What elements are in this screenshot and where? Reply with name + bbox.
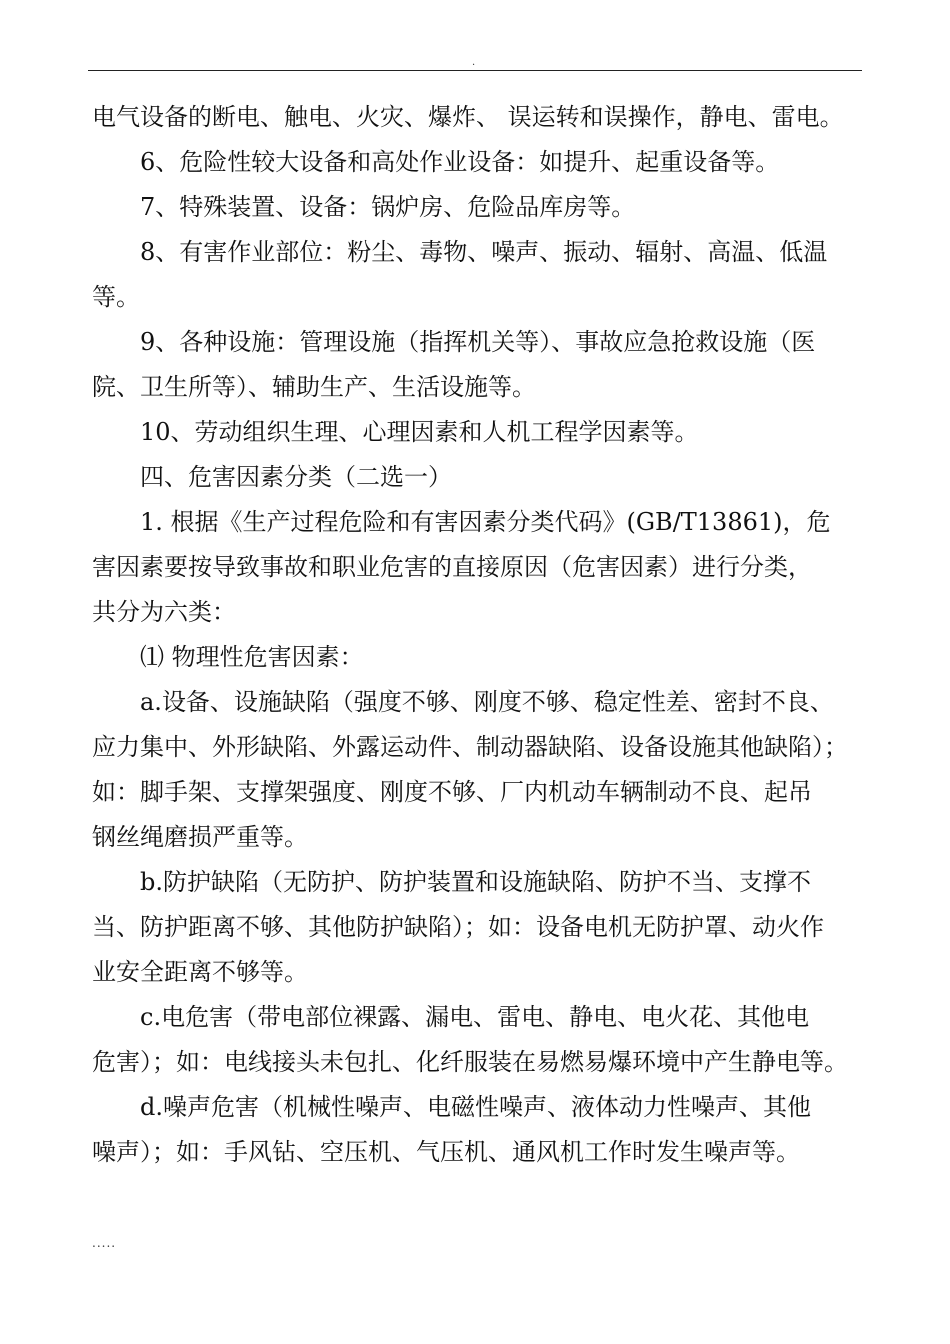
text-line: 9、各种设施：管理设施（指挥机关等）、事故应急抢救设施（医: [140, 328, 816, 356]
header-mark: .: [472, 57, 476, 68]
text-line: 10、劳动组织生理、心理因素和人机工程学因素等。: [140, 418, 699, 446]
text-line: 等。: [92, 283, 140, 311]
footer-mark: .....: [92, 1236, 117, 1250]
text-line: 8、有害作业部位：粉尘、毒物、噪声、振动、辐射、高温、低温: [140, 238, 828, 266]
text-line: 电气设备的断电、触电、火灾、爆炸、 误运转和误操作，静电、雷电。: [92, 103, 844, 131]
text-line: 钢丝绳磨损严重等。: [92, 823, 308, 851]
text-line: 危害）；如：电线接头未包扎、化纤服装在易燃易爆环境中产生静电等。: [92, 1048, 848, 1076]
text-line: 业安全距离不够等。: [92, 958, 308, 986]
text-line: 应力集中、外形缺陷、外露运动件、制动器缺陷、设备设施其他缺陷）；: [92, 733, 848, 761]
text-line: 如：脚手架、支撑架强度、刚度不够、厂内机动车辆制动不良、起吊: [92, 778, 812, 806]
document-body: [92, 95, 862, 1175]
text-line: d.噪声危害（机械性噪声、电磁性噪声、液体动力性噪声、其他: [140, 1093, 811, 1121]
text-line: 噪声）；如：手风钻、空压机、气压机、通风机工作时发生噪声等。: [92, 1138, 800, 1166]
text-line: 6、危险性较大设备和高处作业设备：如提升、起重设备等。: [140, 148, 780, 176]
text-line: b.防护缺陷（无防护、防护装置和设施缺陷、防护不当、支撑不: [140, 868, 811, 896]
text-line: 害因素要按导致事故和职业危害的直接原因（危害因素）进行分类，: [92, 553, 812, 581]
text-line: a.设备、设施缺陷（强度不够、刚度不够、稳定性差、密封不良、: [140, 688, 834, 716]
text-line: ⑴ 物理性危害因素：: [140, 643, 364, 671]
text-line: 共分为六类：: [92, 598, 236, 626]
text-line: c.电危害（带电部位裸露、漏电、雷电、静电、电火花、其他电: [140, 1003, 810, 1031]
text-line: 四、危害因素分类（二选一）: [140, 463, 452, 491]
text-line: 院、卫生所等）、辅助生产、生活设施等。: [92, 373, 536, 401]
text-line: 7、特殊装置、设备：锅炉房、危险品库房等。: [140, 193, 636, 221]
text-line: 1. 根据《生产过程危险和有害因素分类代码》(GB/T13861)，危: [140, 508, 831, 536]
header-rule: [88, 70, 862, 71]
text-line: 当、防护距离不够、其他防护缺陷）；如：设备电机无防护罩、动火作: [92, 913, 824, 941]
